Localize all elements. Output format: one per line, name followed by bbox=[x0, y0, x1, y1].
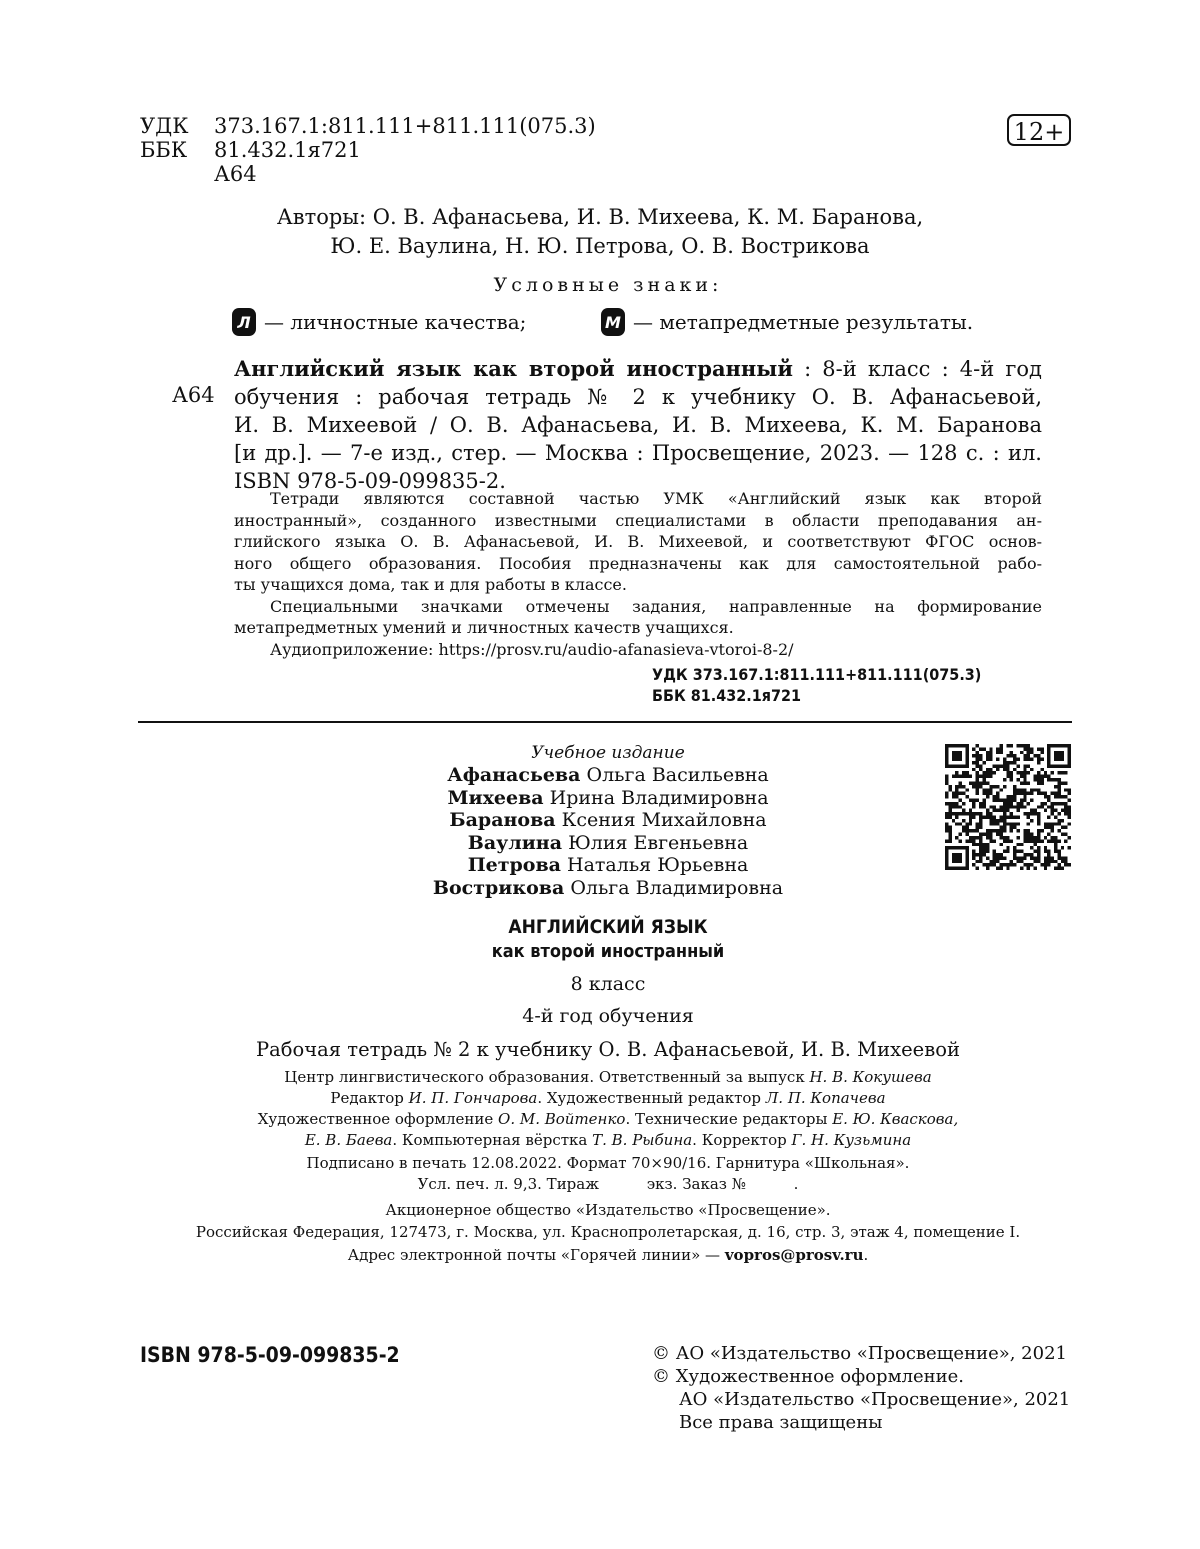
book-title-sub: как второй иностранный bbox=[491, 941, 725, 962]
author-mark: А64 bbox=[214, 162, 257, 186]
legend-meta-text: — метапредметные результаты. bbox=[633, 310, 974, 334]
bib-isbn: ISBN 978-5-09-099835-2. bbox=[234, 469, 506, 493]
divider bbox=[138, 721, 1072, 723]
credits-line-3: Художественное оформление О. М. Войтенко. Технические редакторы Е. Ю. Кваскова, bbox=[257, 1110, 959, 1128]
annotation-line: иностранный», созданного известными специалистами в области преподавания ан- bbox=[234, 510, 1042, 530]
book-title-bold: Английский язык как второй иностранный bbox=[234, 356, 793, 381]
person-credit: О. М. Войтенко bbox=[498, 1110, 626, 1128]
udk-footer: УДК 373.167.1:811.111+811.111(075.3) bbox=[652, 665, 982, 684]
publisher-line-1: Акционерное общество «Издательство «Просвещение». bbox=[385, 1201, 831, 1219]
print-info bbox=[0, 1153, 1200, 1195]
legend-meta bbox=[601, 305, 973, 339]
person-surname: Вострикова bbox=[432, 876, 565, 899]
age-rating-badge: 12+ bbox=[1007, 114, 1071, 146]
publisher-info bbox=[0, 1199, 1200, 1243]
hotline-email-line: Адрес электронной почты «Горячей линии» — vopros@prosv.ru. bbox=[347, 1246, 869, 1264]
workbook-line: Рабочая тетрадь № 2 к учебнику О. В. Афанасьевой, И. В. Михеевой bbox=[256, 1038, 960, 1061]
udk-bbk-footer bbox=[652, 664, 981, 706]
annotation-line: метапредметных умений и личностных качеств учащихся. bbox=[234, 618, 734, 637]
book-title-block bbox=[0, 915, 1200, 965]
copyright-line: Все права защищены bbox=[679, 1412, 883, 1433]
person-surname: Ваулина bbox=[467, 831, 563, 854]
person-surname: Баранова bbox=[449, 809, 556, 832]
bbk-footer: ББК 81.432.1я721 bbox=[652, 686, 802, 705]
person-credit: Г. Н. Кузьмина bbox=[791, 1131, 912, 1149]
bbk-label: ББК bbox=[140, 138, 188, 162]
person-name: Юлия Евгеньевна bbox=[568, 831, 749, 854]
person-surname: Петрова bbox=[467, 854, 561, 877]
credits-line-1: Центр лингвистического образования. Ответственный за выпуск Н. В. Кокушева bbox=[284, 1068, 932, 1086]
meta-results-icon: М bbox=[601, 308, 625, 336]
print-line-1: Подписано в печать 12.08.2022. Формат 70×90/16. Гарнитура «Школьная». bbox=[306, 1154, 910, 1172]
copyright-line: АО «Издательство «Просвещение», 2021 bbox=[679, 1389, 1071, 1410]
annotation-block bbox=[234, 488, 1042, 660]
audio-link-line: Аудиоприложение: https://prosv.ru/audio-afanasieva-vtoroi-8-2/ bbox=[270, 639, 794, 659]
person-credit: Н. В. Кокушева bbox=[809, 1068, 932, 1086]
bbk-value: 81.432.1я721 bbox=[214, 138, 361, 162]
annotation-line: глийского языка О. В. Афанасьевой, И. В. Михеевой, и соответствуют ФГОС основ- bbox=[234, 532, 1042, 551]
person-credit: Е. Ю. Кваскова, bbox=[832, 1110, 959, 1128]
annotation-line: ного общего образования. Пособия предназначены как для самостоятельной рабо- bbox=[234, 553, 1042, 573]
annotation-line: ты учащихся дома, так и для работы в классе. bbox=[234, 575, 627, 594]
personal-qualities-icon: Л bbox=[232, 308, 256, 336]
person-name: Наталья Юрьевна bbox=[567, 854, 749, 877]
edition-type: Учебное издание bbox=[531, 743, 685, 763]
imprint-person bbox=[0, 877, 1200, 900]
copyright-line: © АО «Издательство «Просвещение», 2021 bbox=[652, 1343, 1067, 1364]
bib-line-2: обучения : рабочая тетрадь № 2 к учебнику О. В. Афанасьевой, bbox=[234, 385, 1042, 409]
person-name: Ирина Владимировна bbox=[549, 786, 769, 809]
bibliographic-record bbox=[234, 355, 1042, 495]
legend-personal-text: — личностные качества; bbox=[264, 310, 527, 334]
udk-label: УДК bbox=[140, 114, 189, 138]
email-link[interactable]: vopros@prosv.ru bbox=[724, 1246, 864, 1264]
copyright-block bbox=[652, 1342, 1070, 1434]
person-name: Ксения Михайловна bbox=[561, 809, 767, 832]
grade-line: 8 класс bbox=[570, 973, 646, 995]
annotation-line: Тетради являются составной частью УМК «Английский язык как второй bbox=[270, 489, 1042, 508]
credits-line-4: Е. В. Баева. Компьютерная вёрстка Т. В. Рыбина. Корректор Г. Н. Кузьмина bbox=[304, 1131, 912, 1149]
credits-block bbox=[0, 1067, 1200, 1151]
person-name: Ольга Васильевна bbox=[586, 764, 769, 786]
person-credit: Т. В. Рыбина bbox=[592, 1131, 693, 1149]
print-line-2: Усл. печ. л. 9,3. Тираж экз. Заказ № . bbox=[417, 1175, 799, 1193]
person-name: Ольга Владимировна bbox=[570, 876, 784, 899]
credits-line-2: Редактор И. П. Гончарова. Художественный редактор Л. П. Копачева bbox=[330, 1089, 886, 1107]
person-surname: Афанасьева bbox=[447, 764, 581, 786]
bib-line-1: : 8-й класс : 4-й год bbox=[792, 357, 1042, 381]
legend-title: Условные знаки: bbox=[493, 274, 723, 296]
qr-code-icon[interactable] bbox=[945, 744, 1071, 870]
book-title-main: АНГЛИЙСКИЙ ЯЗЫК bbox=[508, 916, 708, 938]
annotation-line: Специальными значками отмечены задания, направленные на формирование bbox=[270, 596, 1042, 616]
authors-block bbox=[150, 203, 1050, 261]
bib-line-3: И. В. Михеевой / О. В. Афанасьева, И. В. Михеева, К. М. Баранова bbox=[234, 413, 1042, 437]
udk-value: 373.167.1:811.111+811.111(075.3) bbox=[214, 114, 596, 138]
authors-line-2: Ю. Е. Ваулина, Н. Ю. Петрова, О. В. Вострикова bbox=[330, 234, 870, 258]
person-surname: Михеева bbox=[447, 786, 544, 809]
isbn-bottom: ISBN 978-5-09-099835-2 bbox=[140, 1343, 400, 1367]
study-year-line: 4-й год обучения bbox=[522, 1005, 694, 1027]
person-credit: И. П. Гончарова bbox=[408, 1089, 538, 1107]
authors-line-1: Авторы: О. В. Афанасьева, И. В. Михеева, К. М. Баранова, bbox=[276, 205, 924, 229]
legend-personal bbox=[232, 305, 526, 339]
publisher-line-2: Российская Федерация, 127473, г. Москва, ул. Краснопролетарская, д. 16, стр. 3, этаж 4, помещение I. bbox=[195, 1223, 1021, 1241]
person-credit: Е. В. Баева bbox=[304, 1131, 393, 1149]
copyright-line: © Художественное оформление. bbox=[652, 1366, 965, 1387]
bibliographic-mark: А64 bbox=[172, 383, 215, 407]
bib-line-4: [и др.]. — 7-е изд., стер. — Москва : Просвещение, 2023. — 128 с. : ил. bbox=[234, 441, 1042, 465]
person-credit: Л. П. Копачева bbox=[765, 1089, 886, 1107]
udk-bbk-header bbox=[140, 114, 596, 186]
